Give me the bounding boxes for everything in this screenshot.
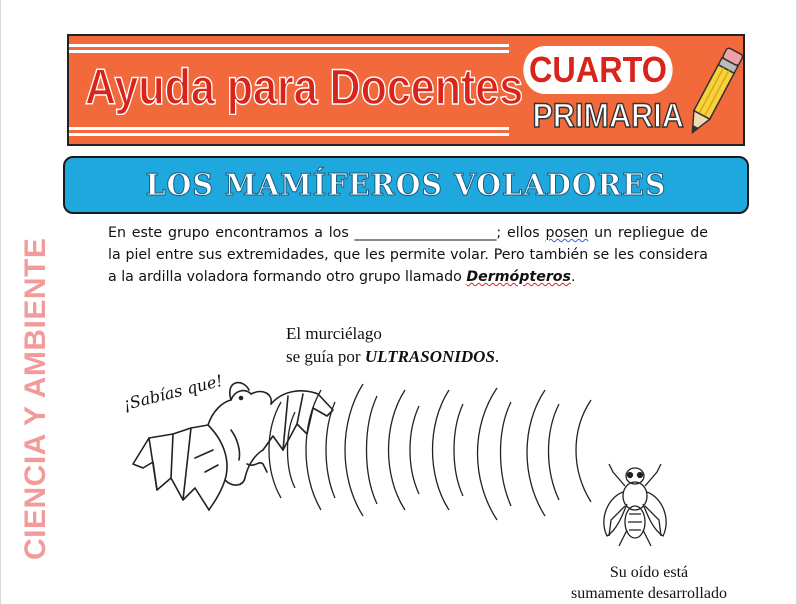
banner-stripe xyxy=(69,133,509,136)
header-banner xyxy=(67,34,745,146)
sound-wave-illustration xyxy=(269,384,591,520)
lesson-title: LOS MAMÍFEROS VOLADORES xyxy=(145,168,667,203)
paragraph-text-1: En este grupo encontramos a los ____________________; ellos xyxy=(108,225,546,241)
term-dermopteros: Dermópteros xyxy=(466,269,572,285)
word-posen: posen xyxy=(545,225,589,241)
grade-line-2: PRIMARIA xyxy=(532,97,684,135)
fly-caption-line-2: sumamente desarrollado xyxy=(571,585,727,602)
sabias-que-text: ¡Sabías que! xyxy=(121,370,225,414)
banner-stripe xyxy=(69,127,509,130)
subject-side-label: CIENCIA Y AMBIENTE xyxy=(19,237,52,560)
banner-stripe xyxy=(69,44,509,47)
ultrasonidos-term: ULTRASONIDOS xyxy=(364,347,495,366)
bat-caption-line-1: El murciélago xyxy=(286,324,382,343)
pencil-icon xyxy=(683,40,745,144)
paragraph-text-3: . xyxy=(571,269,576,285)
intro-paragraph xyxy=(108,222,708,288)
lesson-title-bar xyxy=(63,156,749,214)
bat-caption-line-2: se guía por ULTRASONIDOS. xyxy=(286,347,500,366)
fly-caption xyxy=(559,562,739,604)
banner-stripe xyxy=(69,50,509,53)
fly-caption-line-1: Su oído está xyxy=(609,564,689,581)
site-title: Ayuda para Docentes xyxy=(85,59,524,115)
bat-ultrasound-illustration xyxy=(113,360,693,560)
grade-line-1: CUARTO xyxy=(523,46,672,94)
paragraph-text-2: un repliegue de la piel entre sus extremidades, que les permite volar. Pero también se les considera a la ardilla voladora formando otro grupo llamado xyxy=(108,225,708,285)
grade-badge xyxy=(515,46,684,136)
fly-illustration xyxy=(604,464,666,546)
